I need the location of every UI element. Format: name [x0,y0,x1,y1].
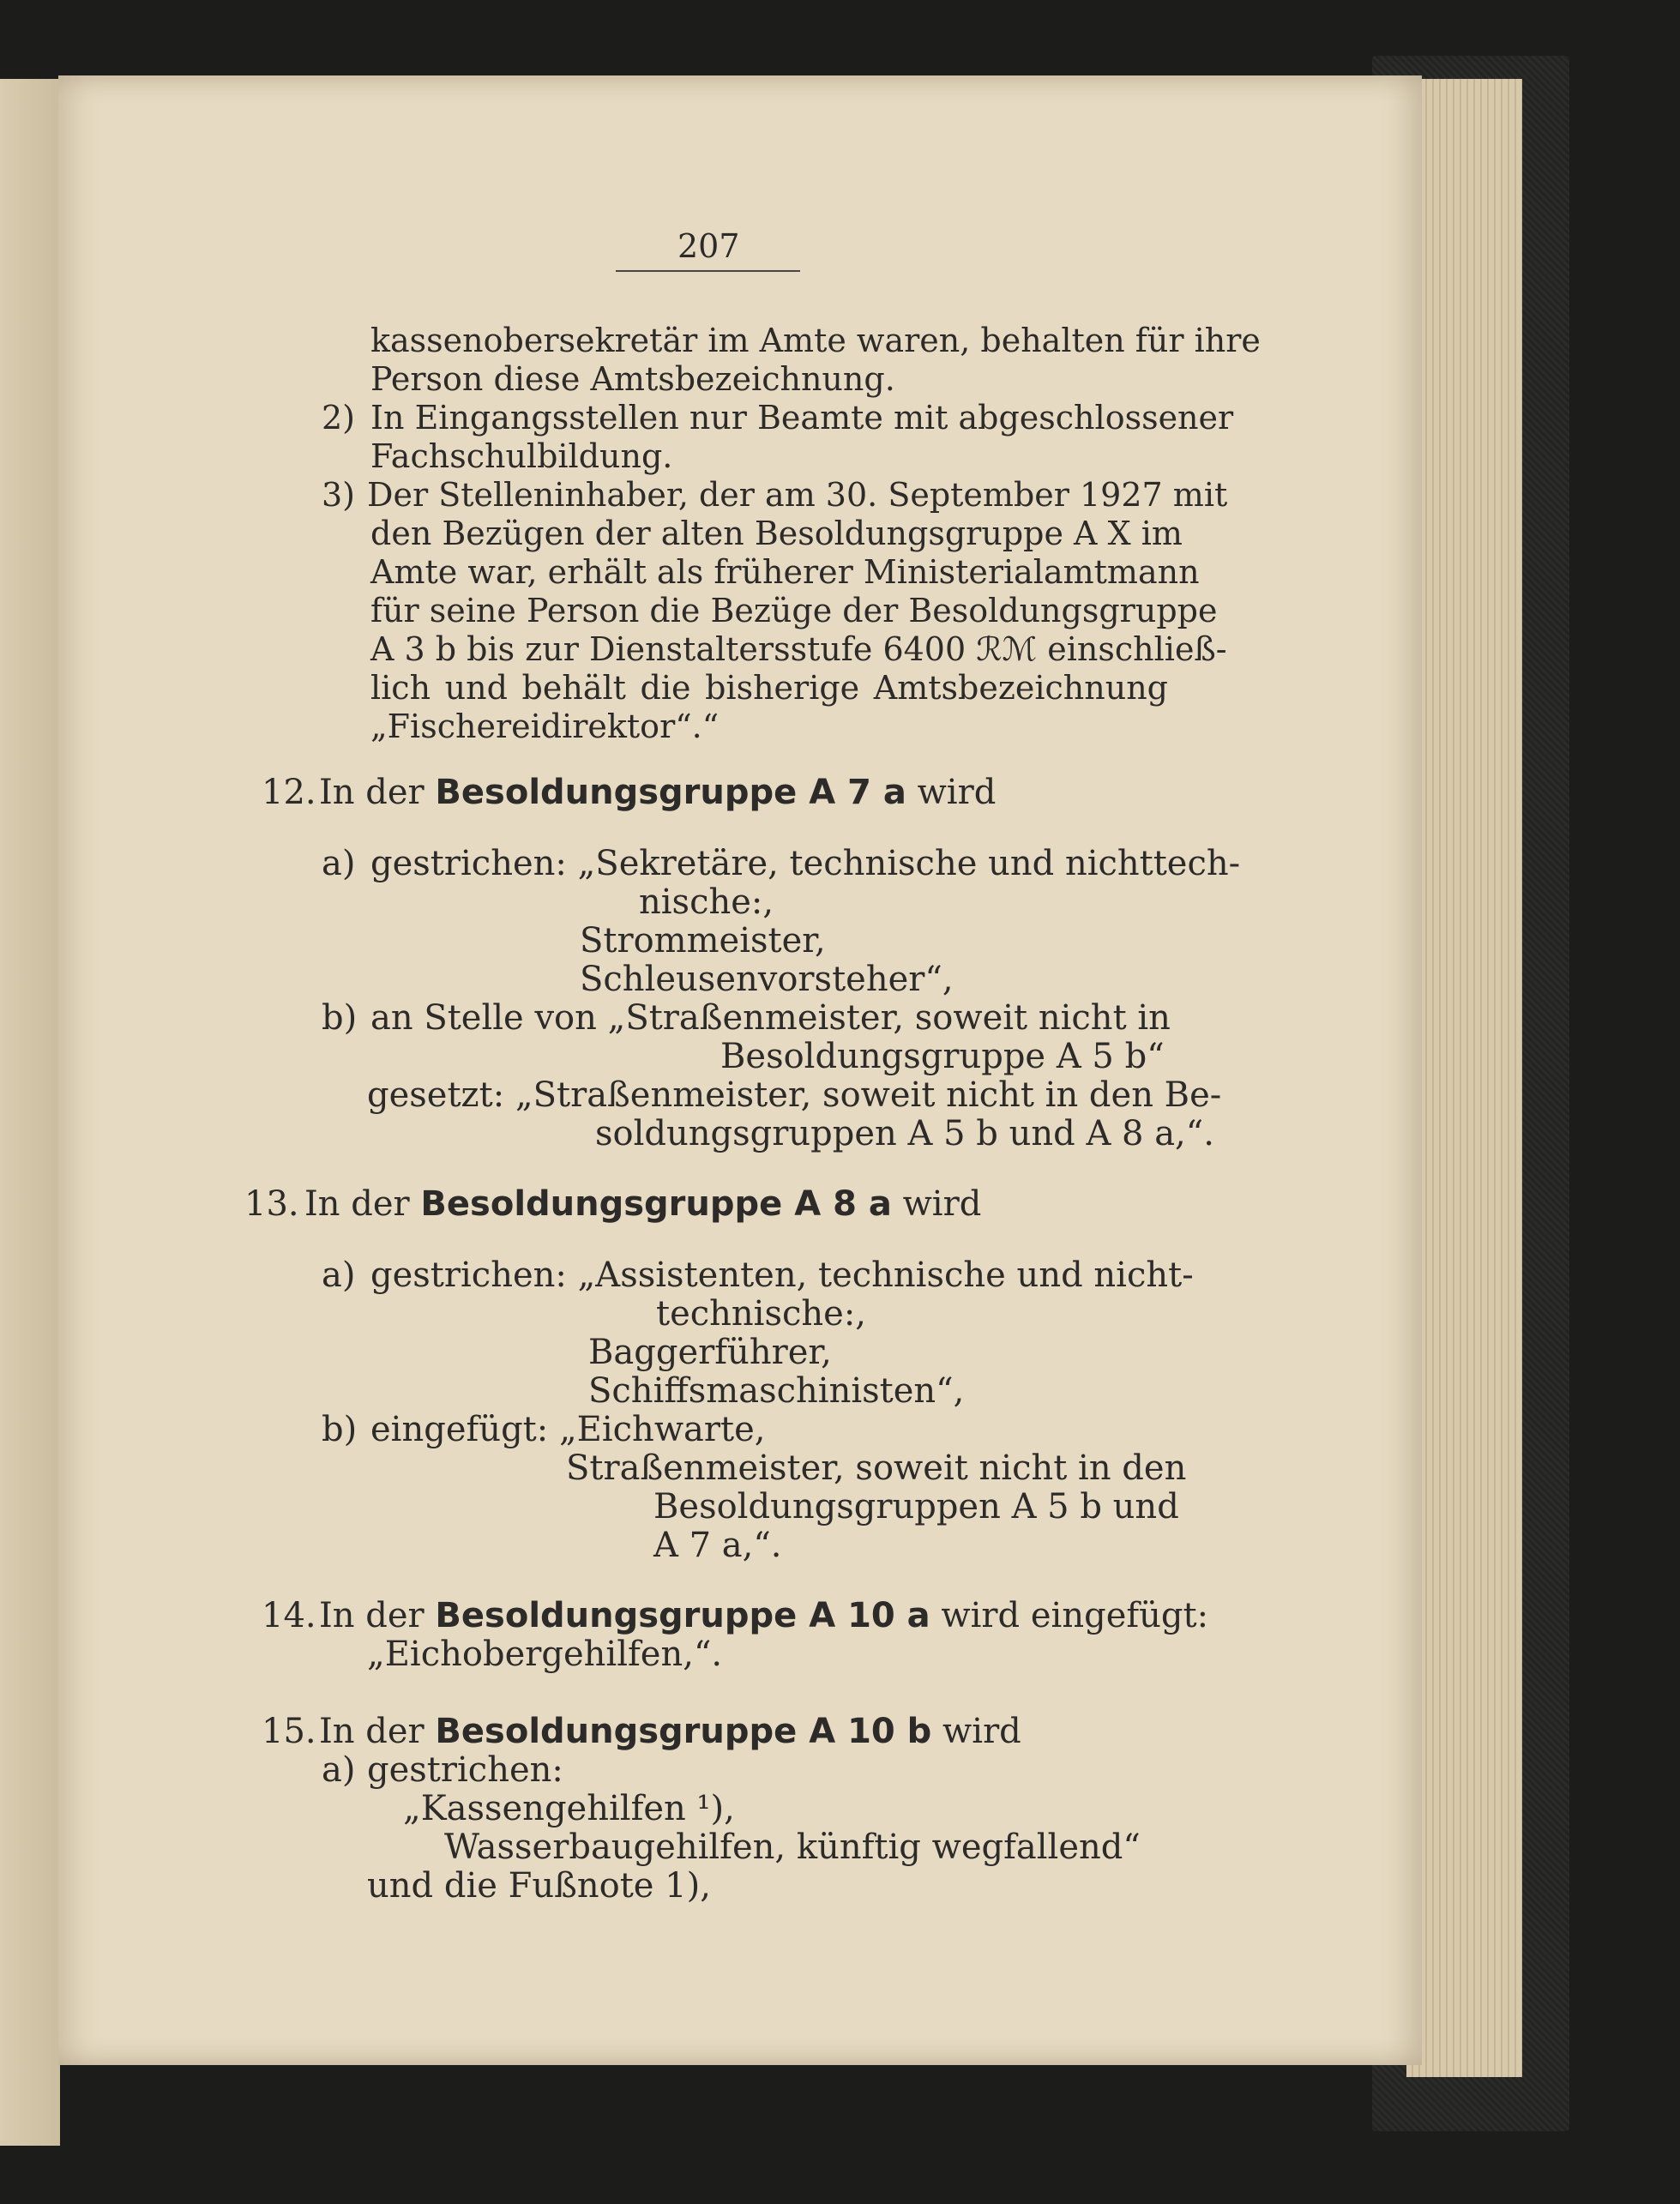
section-number: 15. [262,1712,316,1751]
text-line: gestrichen: [367,1750,563,1790]
section-number: 14. [262,1596,316,1635]
text-line: nische:, [639,882,774,922]
text-line: an Stelle von „Straßenmeister, soweit nicht in [370,998,1171,1038]
text-line: technische:, [656,1294,867,1334]
text-line: Person diese Amtsbezeichnung. [370,360,895,398]
section-number: 13. [244,1184,299,1224]
heading-post: wird eingefügt: [941,1596,1209,1635]
text-line: Schiffsmaschinisten“, [588,1371,965,1411]
text-line: Amte war, erhält als früherer Ministerialamtmann [370,553,1200,591]
text-line: Wasserbaugehilfen, künftig wegfallend“ [444,1828,1141,1867]
text-line: Schleusenvorsteher“, [580,960,954,999]
text-line: „Kassengehilfen ¹), [403,1789,735,1828]
page-stack-edge [1406,79,1522,2077]
text-line: den Bezügen der alten Besoldungsgruppe A X im [370,515,1183,552]
text-line: eingefügt: „Eichwarte, [370,1410,766,1449]
item-label: a) [322,1256,356,1295]
text-line: Strommeister, [580,921,826,960]
item-label: a) [322,844,356,883]
text-line: lich und behält die bisherige Amtsbezeichnung [370,669,1168,707]
group-name: Besoldungsgruppe A 7 a [435,773,906,812]
heading-post: wird [917,773,997,812]
header-rule [616,270,800,272]
group-name: Besoldungsgruppe A 8 a [420,1184,892,1224]
text-line: Baggerführer, [588,1333,832,1372]
heading-post: wird [902,1184,982,1224]
item-number: 3) [322,476,356,514]
group-name: Besoldungsgruppe A 10 a [435,1596,930,1635]
section-heading [319,1713,1021,1751]
text-line: Straßenmeister, soweit nicht in den [566,1448,1187,1488]
heading-pre: In der [319,773,425,812]
heading-pre: In der [319,1596,425,1635]
left-page-edge [0,79,60,2146]
text-line: gestrichen: „Sekretäre, technische und nichttech- [370,844,1241,883]
heading-pre: In der [319,1712,425,1751]
section-number: 12. [262,773,316,812]
section-heading [319,1597,1208,1635]
page-number: 207 [677,227,740,265]
text-line: „Fischereidirektor“.“ [370,708,720,745]
text-line: A 7 a,“. [653,1526,782,1565]
section-heading [304,1185,981,1224]
section-heading [319,774,996,812]
text-line: Besoldungsgruppe A 5 b“ [720,1037,1165,1076]
text-line: gesetzt: „Straßenmeister, soweit nicht in den Be- [367,1075,1222,1115]
item-number: 2) [322,399,356,437]
text-line: gestrichen: „Assistenten, technische und nicht- [370,1256,1194,1295]
text-line: „Eichobergehilfen,“. [367,1635,723,1674]
group-name: Besoldungsgruppe A 10 b [435,1712,932,1751]
item-label: a) [322,1750,356,1790]
text-line: A 3 b bis zur Dienstaltersstufe 6400 ℛℳ einschließ- [370,630,1227,668]
heading-post: wird [942,1712,1021,1751]
item-label: b) [322,1410,358,1449]
heading-pre: In der [304,1184,410,1224]
text-line: Fachschulbildung. [370,437,673,475]
text-line: Besoldungsgruppen A 5 b und [653,1487,1179,1527]
text-line: kassenobersekretär im Amte waren, behalten für ihre [370,322,1261,359]
text-line: Der Stelleninhaber, der am 30. September 1927 mit [367,476,1228,514]
item-label: b) [322,998,358,1038]
text-line: und die Fußnote 1), [367,1866,711,1906]
text-line: In Eingangsstellen nur Beamte mit abgeschlossener [370,399,1234,437]
text-line: soldungsgruppen A 5 b und A 8 a,“. [595,1114,1214,1153]
text-line: für seine Person die Bezüge der Besoldungsgruppe [370,592,1218,629]
